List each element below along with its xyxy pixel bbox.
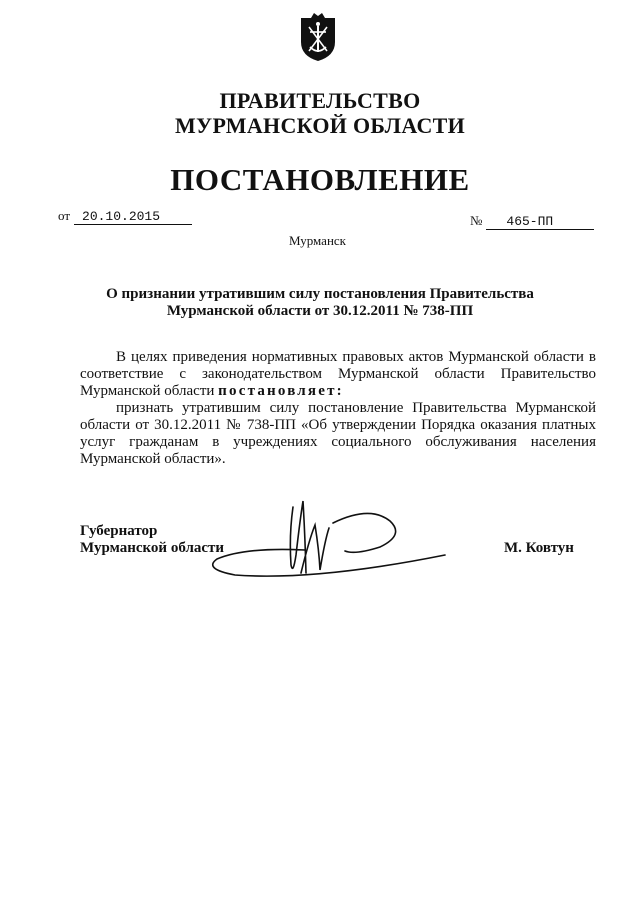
number-prefix: № bbox=[470, 213, 483, 228]
coat-of-arms-icon bbox=[298, 12, 338, 62]
document-date: 20.10.2015 bbox=[74, 209, 192, 225]
date-block bbox=[58, 207, 192, 225]
number-block bbox=[470, 212, 594, 230]
org-name-line1: ПРАВИТЕЛЬСТВО bbox=[219, 88, 421, 113]
operative-paragraph: признать утратившим силу постановление Правительства Мурманской области от 30.12.2011 № 738-ПП «Об утверждении Порядка оказания платных услуг гражданам в учреждениях социального обслуживания населения Мурманской области». bbox=[80, 400, 596, 467]
city: Мурманск bbox=[289, 233, 346, 248]
preamble-paragraph bbox=[80, 349, 596, 400]
signatory-name: М. Ковтун bbox=[504, 540, 574, 556]
org-name-line2: МУРМАНСКОЙ ОБЛАСТИ bbox=[174, 113, 466, 138]
signatory-title-line1: Губернатор bbox=[80, 523, 158, 539]
signatory-title-line2: Мурманской области bbox=[80, 540, 225, 556]
handwritten-signature bbox=[205, 495, 465, 590]
preamble-text: В целях приведения нормативных правовых актов Мурманской области в соответствие с законодательством Мурманской области Правительство Мурманской области bbox=[80, 349, 596, 399]
body-text bbox=[80, 349, 596, 468]
subject-line1: О признании утратившим силу постановления Правительства bbox=[106, 286, 534, 302]
document-type: ПОСТАНОВЛЕНИЕ bbox=[170, 162, 470, 197]
document-number: 465-ПП bbox=[486, 214, 594, 230]
subject-line2: Мурманской области от 30.12.2011 № 738-ПП bbox=[166, 303, 474, 319]
date-prefix: от bbox=[58, 208, 71, 223]
resolves-word: постановляет: bbox=[218, 383, 344, 399]
